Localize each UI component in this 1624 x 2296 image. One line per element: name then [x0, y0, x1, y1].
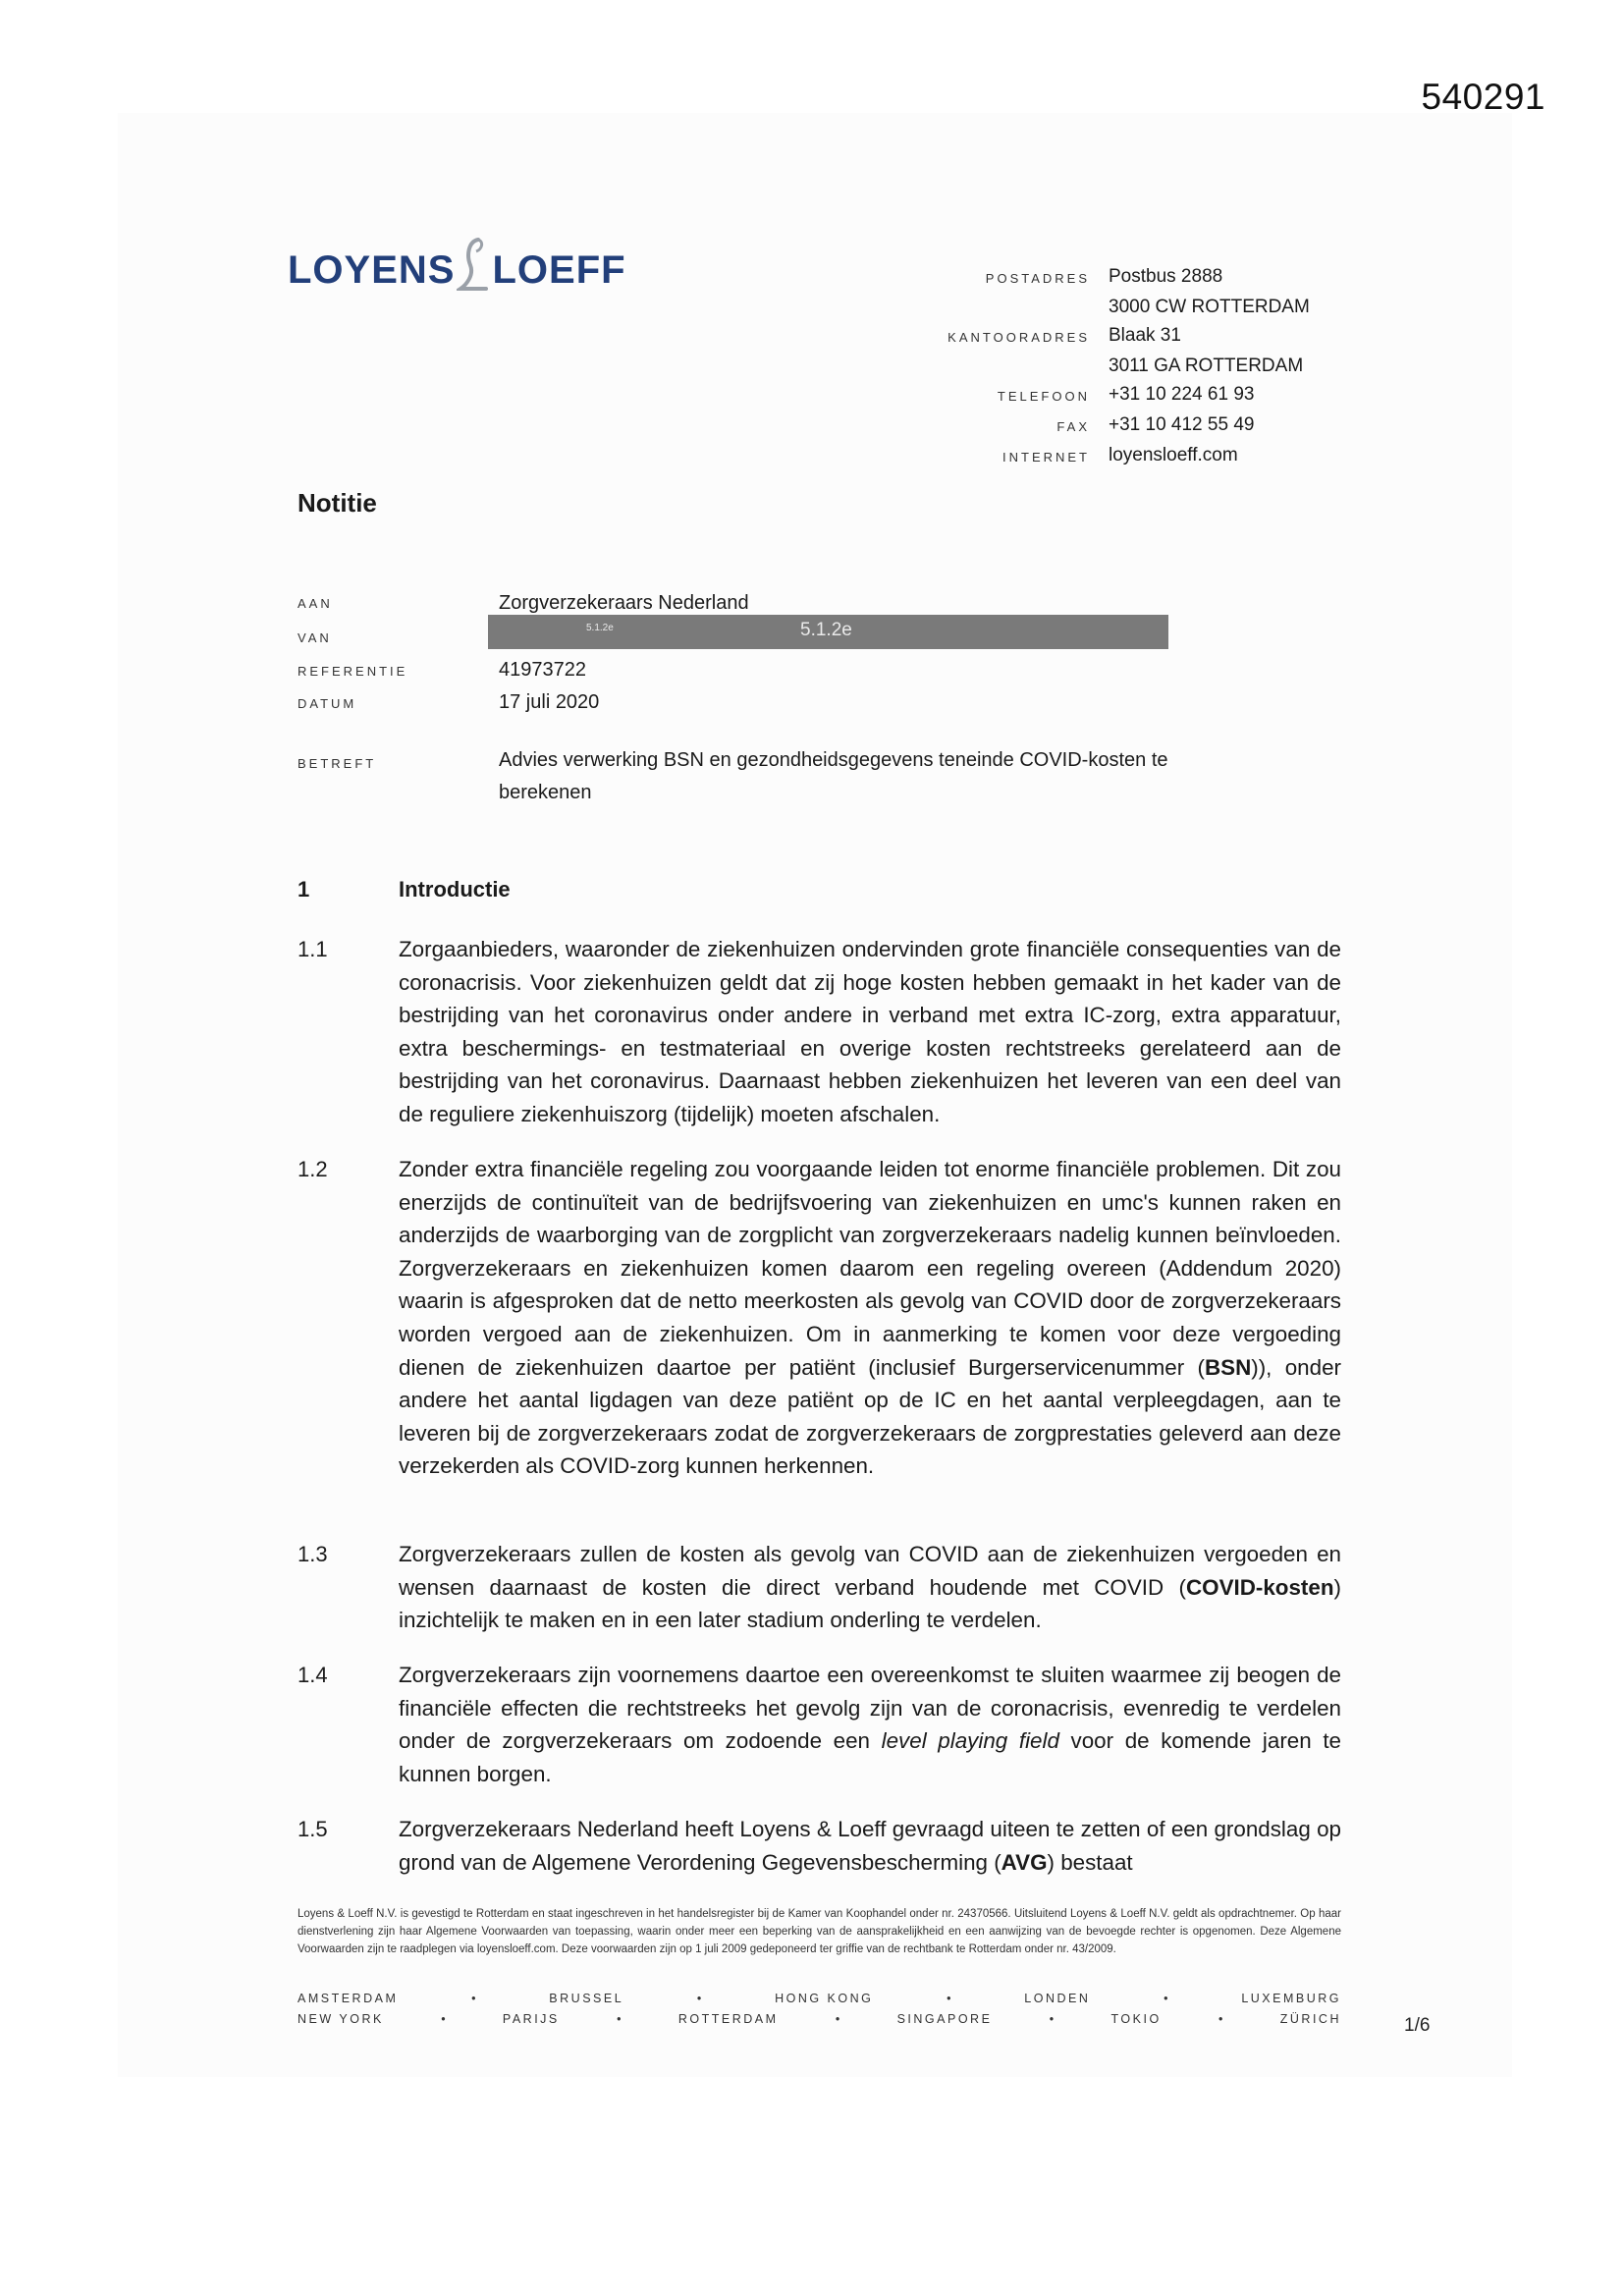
office-city: HONG KONG — [775, 1992, 874, 2005]
paragraph-text-part: Zorgverzekeraars Nederland heeft Loyens & Loeff gevraagd uiteen te zetten of een grondslag op grond van de Algemene Verordening Gegevensbescherming ( — [399, 1817, 1341, 1875]
paragraph-text — [399, 933, 1341, 1131]
defined-term-bsn: BSN — [1204, 1354, 1252, 1380]
contact-value-street: Blaak 31 — [1109, 325, 1181, 346]
office-city: LUXEMBURG — [1241, 1992, 1341, 2005]
office-city: LONDEN — [1024, 1992, 1091, 2005]
paragraph-text-part: Zorgverzekeraars zijn voornemens daartoe een overeenkomst te sluiten waarmee zij beogen de financiële effecten die rechtstreeks het gevolg zijn van de coronacrisis, evenredig te verdelen onder de zorgverzekeraars om zodoende een — [399, 1663, 1341, 1754]
office-city: SINGAPORE — [896, 2012, 993, 2026]
redaction-code-small: 5.1.2e — [586, 623, 614, 633]
logo-monogram-icon — [457, 236, 490, 293]
separator-dot: • — [617, 2012, 622, 2026]
office-city: BRUSSEL — [549, 1992, 624, 2005]
meta-label-datum: DATUM — [298, 696, 357, 711]
paragraph-text — [399, 1659, 1341, 1790]
paragraph-text-part: Zorgverzekeraars zullen de kosten als gevolg van COVID aan de ziekenhuizen vergoeden en wensen daarnaast de kosten die direct verband houdende met COVID ( — [399, 1542, 1341, 1600]
paragraph-text-part: )), onder andere het aantal ligdagen van deze patiënt op de IC en het aantal verpleegdagen, aan te leveren bij de zorgverzekeraars zodat de zorgverzekeraars de zorgprestaties geleverd aan deze verzekerden als COVID-zorg kunnen herkennen. — [399, 1354, 1341, 1479]
meta-label-betreft: BETREFT — [298, 756, 377, 771]
separator-dot: • — [947, 1992, 951, 2005]
office-city: TOKIO — [1110, 2012, 1162, 2026]
contact-value-phone: +31 10 224 61 93 — [1109, 384, 1255, 405]
defined-term-avg: AVG — [1001, 1849, 1048, 1875]
separator-dot: • — [1164, 1992, 1168, 2005]
meta-value-aan: Zorgverzekeraars Nederland — [499, 592, 749, 614]
separator-dot: • — [441, 2012, 446, 2026]
page-number: 1/6 — [1404, 2015, 1431, 2036]
office-city: ZÜRICH — [1279, 2012, 1341, 2026]
contact-block — [884, 262, 1310, 471]
logo-text-left: LOYENS — [288, 248, 456, 292]
separator-dot: • — [835, 2012, 840, 2026]
separator-dot: • — [471, 1992, 476, 2005]
meta-value-datum: 17 juli 2020 — [499, 691, 600, 713]
contact-label-kantooradres: KANTOORADRES — [947, 330, 1090, 345]
office-city: PARIJS — [502, 2012, 560, 2026]
paragraph-text — [399, 1153, 1341, 1483]
meta-label-aan: AAN — [298, 596, 333, 611]
section-title: Introductie — [399, 877, 511, 902]
office-city: ROTTERDAM — [677, 2012, 779, 2026]
paragraph-text-part: voor de komende jaren te kunnen borgen. — [399, 1728, 1341, 1786]
meta-value-referentie: 41973722 — [499, 659, 586, 681]
paragraph-text — [399, 1813, 1341, 1879]
meta-label-van: VAN — [298, 630, 332, 645]
paragraph-text-body: Zorgaanbieders, waaronder de ziekenhuizen ondervinden grote financiële consequenties van de coronacrisis. Voor ziekenhuizen geldt dat zij hoge kosten hebben gemaakt in het kader van de bestrijding van het coronavirus onder andere in verband met extra IC-zorg, extra apparatuur, extra beschermings- en testmateriaal en overige kosten rechtstreeks gerelateerd aan de bestrijding van het coronavirus. Daarnaast hebben ziekenhuizen het leveren van een deel van de reguliere ziekenhuiszorg (tijdelijk) moeten afschalen. — [399, 937, 1341, 1126]
footer-legal-notice: Loyens & Loeff N.V. is gevestigd te Rotterdam en staat ingeschreven in het handelsregister bij de Kamer van Koophandel onder nr. 24370566. Uitsluitend Loyens & Loeff N.V. geldt als opdrachtnemer. Op haar dienstverlening zijn haar Algemene Voorwaarden van toepassing, waarin onder meer een beperking van de aansprakelijkheid en een aanwijzing van de bevoegde rechter is opgenomen. Deze Algemene Voorwaarden zijn te raadplegen via loyensloeff.com. Deze voorwaarden zijn op 1 juli 2009 gedeponeerd ter griffie van de rechtbank te Rotterdam onder nr. 43/2009. — [298, 1908, 1341, 1955]
document-type-heading: Notitie — [298, 488, 377, 518]
separator-dot: • — [696, 1992, 702, 2005]
redaction-code: 5.1.2e — [800, 620, 852, 640]
meta-value-betreft: Advies verwerking BSN en gezondheidsgegevens teneinde COVID-kosten te berekenen — [499, 749, 1168, 803]
contact-label-telefoon: TELEFOON — [997, 389, 1090, 404]
contact-label-empty — [884, 293, 1090, 321]
paragraph-number: 1.3 — [298, 1542, 328, 1566]
office-locations-row-2 — [298, 2012, 1341, 2026]
contact-value-fax: +31 10 412 55 49 — [1109, 414, 1255, 435]
paragraph-number: 1.2 — [298, 1157, 328, 1181]
defined-term-covid-kosten: COVID-kosten — [1185, 1574, 1334, 1600]
separator-dot: • — [1218, 2012, 1223, 2026]
paragraph-text — [399, 1538, 1341, 1637]
paragraph-text-part: ) bestaat — [1047, 1849, 1133, 1875]
office-city: NEW YORK — [298, 2012, 384, 2026]
paragraph-number: 1.5 — [298, 1817, 328, 1841]
contact-value-postcode: 3000 CW ROTTERDAM — [1109, 297, 1310, 317]
section-number: 1 — [298, 877, 310, 902]
contact-value-website: loyensloeff.com — [1109, 445, 1238, 465]
contact-value-postbus: Postbus 2888 — [1109, 266, 1223, 287]
company-logo — [288, 236, 626, 293]
office-city: AMSTERDAM — [298, 1992, 399, 2005]
emphasis-level-playing-field: level playing field — [881, 1728, 1059, 1754]
paragraph-text-part: Zonder extra financiële regeling zou voorgaande leiden tot enorme financiële problemen. Dit zou enerzijds de continuïteit van de bedrijfsvoering van ziekenhuizen en umc's kunnen raken en anderzijds de waarborging van de zorgplicht van zorgverzekeraars nadelig kunnen beïnvloeden. Zorgverzekeraars en ziekenhuizen komen daarom een regeling overeen (Addendum 2020) waarin is afgesproken dat de netto meerkosten als gevolg van COVID door de zorgverzekeraars worden vergoed aan de ziekenhuizen. Om in aanmerking te komen voor deze vergoeding dienen de ziekenhuizen daartoe per patiënt (inclusief Burgerservicenummer ( — [399, 1157, 1341, 1380]
contact-label-fax: FAX — [1056, 419, 1090, 434]
document-number: 540291 — [1421, 77, 1545, 117]
contact-label-empty — [884, 352, 1090, 380]
paragraph-number: 1.4 — [298, 1663, 328, 1687]
logo-text-right: LOEFF — [492, 248, 626, 292]
contact-label-postadres: POSTADRES — [985, 271, 1090, 286]
paragraph-number: 1.1 — [298, 937, 328, 961]
meta-label-referentie: REFERENTIE — [298, 664, 408, 679]
office-locations-row-1 — [298, 1992, 1341, 2005]
redacted-sender-block — [488, 615, 1168, 649]
paragraph-text-part: ) inzichtelijk te maken en in een later stadium onderling te verdelen. — [399, 1574, 1341, 1633]
contact-value-city: 3011 GA ROTTERDAM — [1109, 355, 1304, 376]
separator-dot: • — [1049, 2012, 1055, 2026]
contact-label-internet: INTERNET — [1002, 450, 1090, 465]
